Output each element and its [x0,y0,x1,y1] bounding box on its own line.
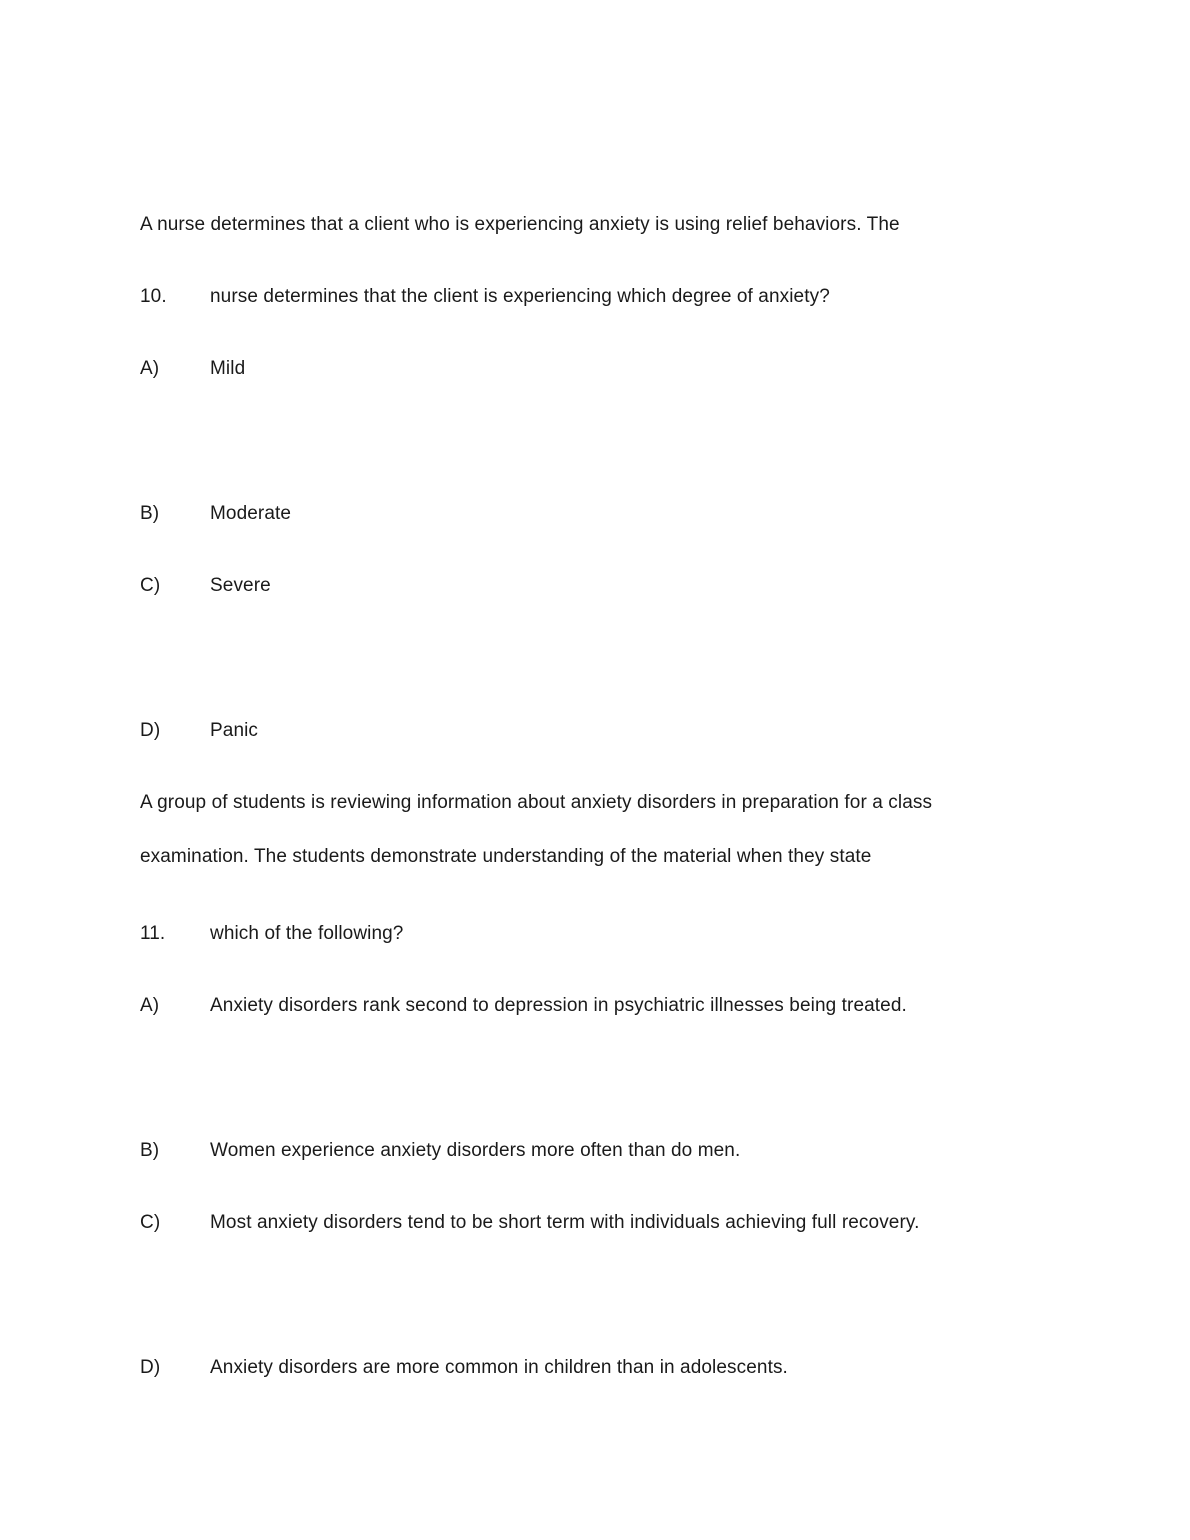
option-text: Anxiety disorders are more common in children than in adolescents. [210,1357,788,1378]
question-10-option-d [140,718,1070,744]
option-letter: A) [140,995,160,1016]
question-11-intro-line2: examination. The students demonstrate understanding of the material when they state [140,846,872,867]
question-10-number: 10. [140,286,167,307]
option-letter: C) [140,575,161,596]
option-letter: B) [140,503,160,524]
question-10-option-b [140,501,1070,527]
question-10-option-c [140,573,1070,599]
question-10-intro: A nurse determines that a client who is experiencing anxiety is using relief behaviors. The [140,214,900,235]
option-text: Anxiety disorders rank second to depression in psychiatric illnesses being treated. [210,995,907,1016]
option-text: Panic [210,720,259,741]
question-11-number: 11. [140,923,166,944]
option-letter: A) [140,358,160,379]
option-letter: D) [140,1357,161,1378]
question-11-intro-line1: A group of students is reviewing information about anxiety disorders in preparation for a class [140,792,933,813]
question-11-option-c [140,1210,1070,1236]
question-11-option-b [140,1138,1070,1164]
option-letter: D) [140,720,161,741]
question-11-stem-row [140,921,1070,947]
question-11-option-d [140,1355,1070,1381]
option-text: Mild [210,358,246,379]
question-11-option-a [140,993,1070,1019]
option-letter: B) [140,1140,160,1161]
option-text: Women experience anxiety disorders more often than do men. [210,1140,741,1161]
option-text: Severe [210,575,271,596]
question-10-option-a [140,356,1070,382]
option-text: Most anxiety disorders tend to be short term with individuals achieving full recovery. [210,1212,920,1233]
option-text: Moderate [210,503,292,524]
question-11-stem: which of the following? [210,923,404,944]
question-10-stem-row [140,284,1070,310]
option-letter: C) [140,1212,161,1233]
question-10-stem: nurse determines that the client is experiencing which degree of anxiety? [210,286,830,307]
